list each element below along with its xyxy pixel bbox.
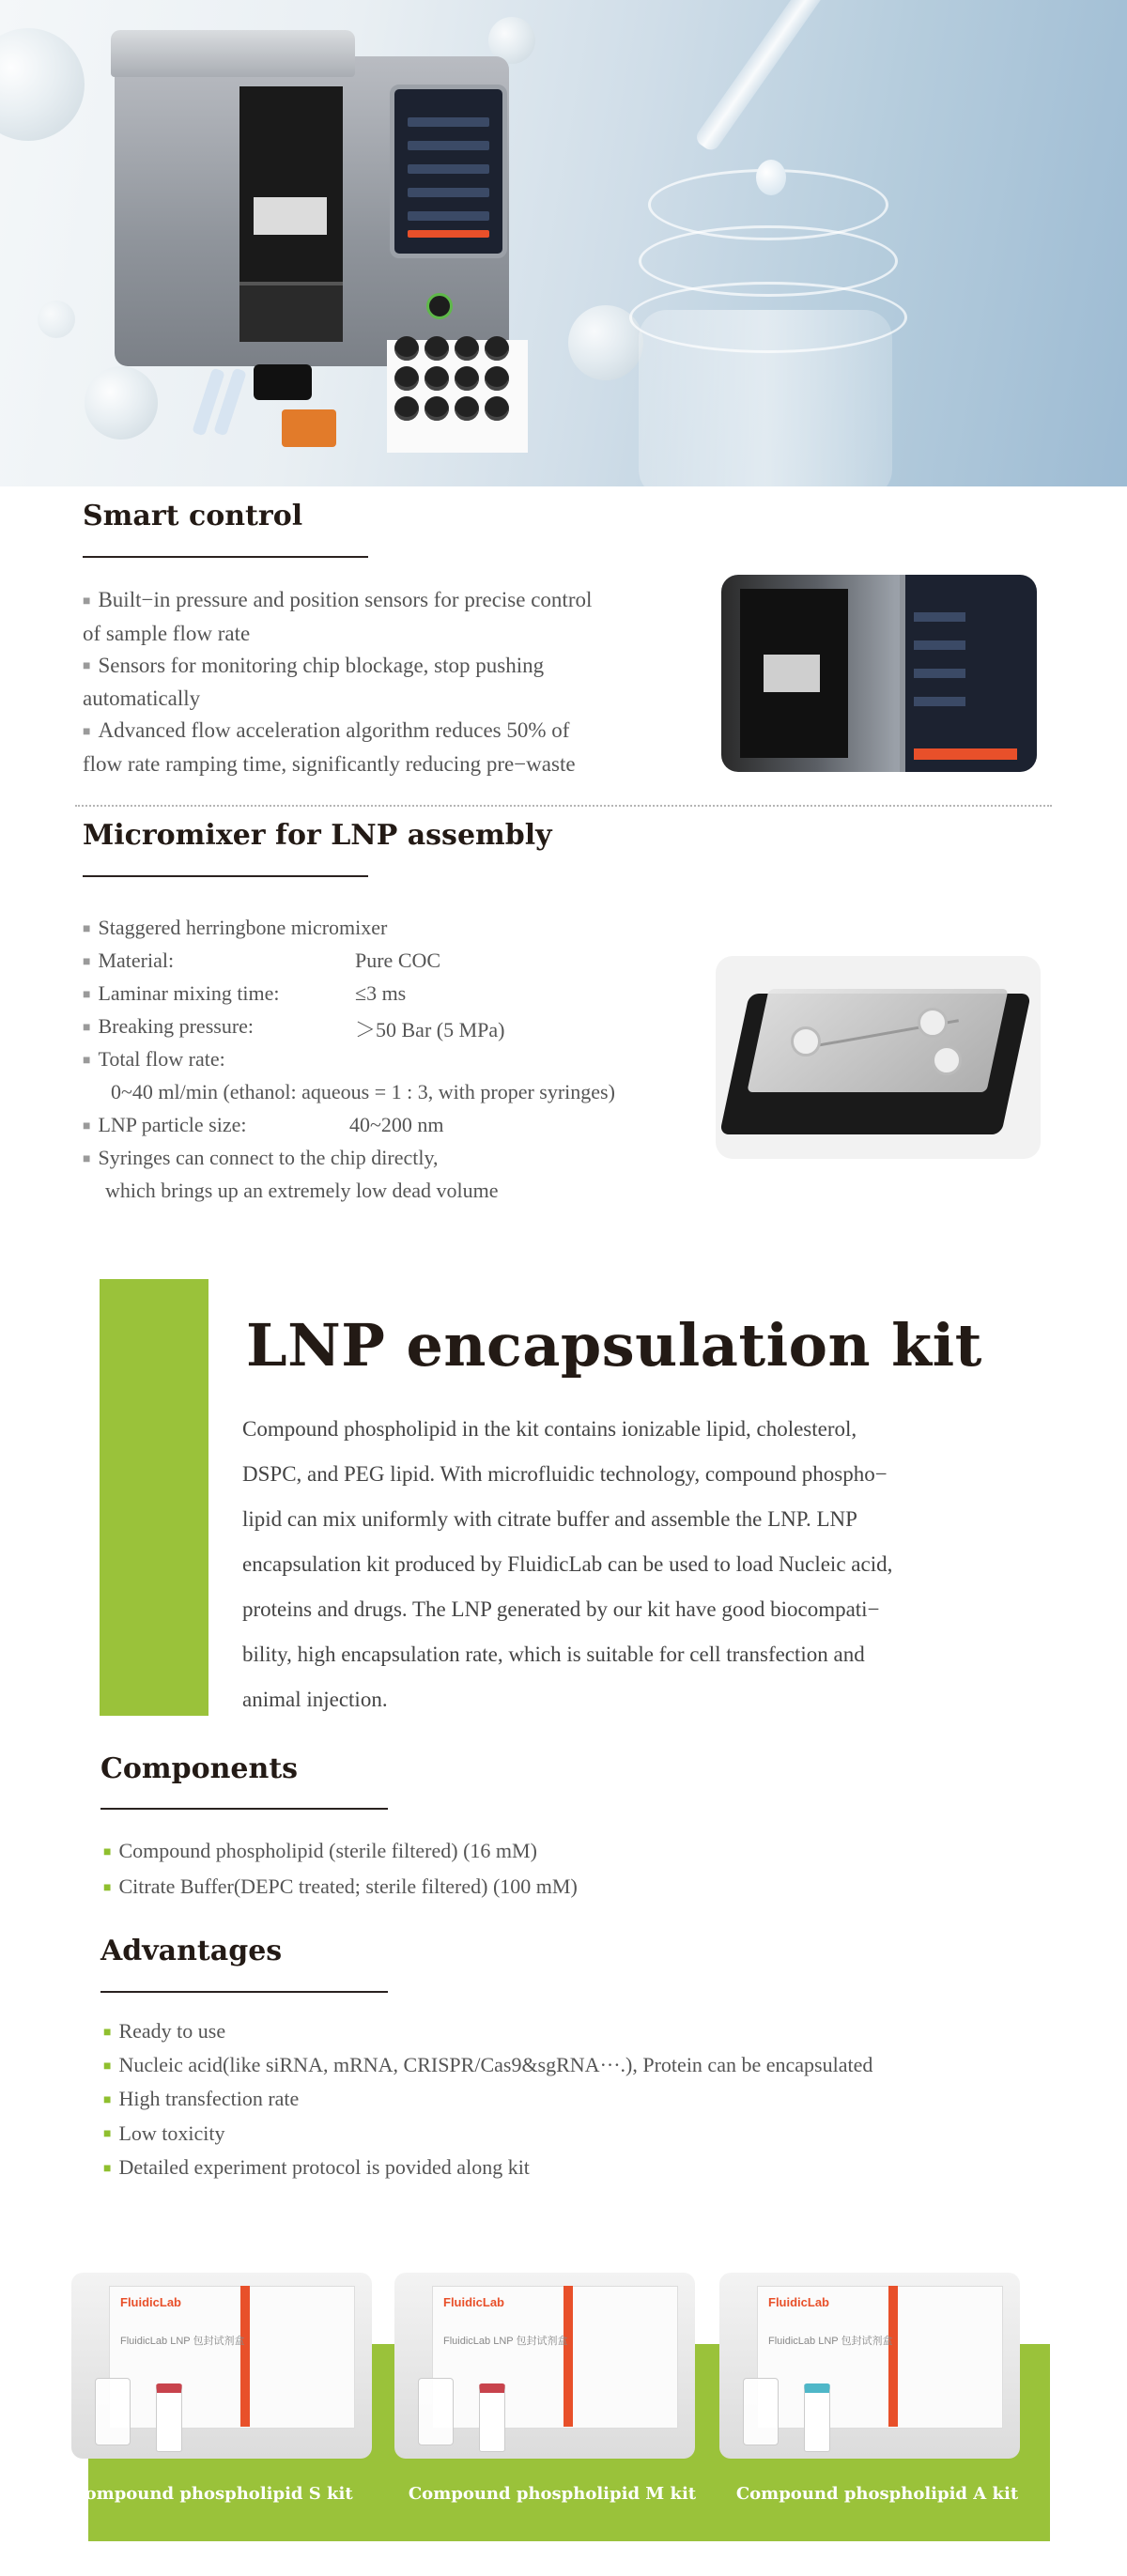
spec-row: ■ Laminar mixing time: ≤3 ms [83, 981, 407, 1005]
kit-line: proteins and drugs. The LNP generated by our kit have good biocompati− [242, 1597, 880, 1621]
bullet-icon: ■ [103, 2161, 112, 2176]
screen-button [914, 748, 1017, 760]
touch-screen [390, 85, 507, 258]
kit-description [242, 1407, 994, 1722]
kit-line: lipid can mix uniformly with citrate buffer and assemble the LNP. LNP [242, 1507, 857, 1531]
instrument-lid [111, 30, 355, 77]
title-underline [83, 556, 368, 558]
bullet-line: ■ Built−in pressure and position sensors for precise control [83, 588, 593, 611]
box-brand: FluidicLab [443, 2295, 504, 2309]
bullet-icon: ■ [103, 2093, 112, 2108]
list-item: ■ Citrate Buffer(DEPC treated; sterile filtered) (100 mM) [103, 1874, 578, 1898]
title-underline [100, 1991, 388, 1993]
screen-row [914, 697, 965, 706]
advantages-title: Advantages [100, 1935, 283, 1967]
spec-row: which brings up an extremely low dead volume [105, 1179, 499, 1202]
kit-title: LNP encapsulation kit [246, 1311, 982, 1380]
spec-row: ■ Breaking pressure: ＞50 Bar (5 MPa) [83, 1014, 505, 1041]
bottle-body [639, 310, 892, 486]
bullet-icon: ■ [83, 954, 91, 969]
syringe-cap [455, 396, 479, 421]
micromixer-chip-photo [716, 956, 1041, 1159]
spec-row: ■ Syringes can connect to the chip directly, [83, 1146, 439, 1169]
vial [743, 2378, 779, 2445]
kit-accent-bar [100, 1279, 208, 1716]
screen-row [408, 141, 489, 150]
bullet-icon: ■ [83, 921, 91, 936]
bullet-icon: ■ [83, 987, 91, 1002]
title-underline [83, 875, 368, 877]
kit-line: DSPC, and PEG lipid. With microfluidic technology, compound phospho− [242, 1462, 888, 1486]
kit-line: Compound phospholipid in the kit contains ionizable lipid, cholesterol, [242, 1417, 857, 1441]
micromixer-title: Micromixer for LNP assembly [83, 819, 552, 852]
syringe-holder [764, 655, 820, 692]
syringe-cap [485, 336, 509, 361]
spec-row: ■ Material: Pure COC [83, 949, 441, 972]
vial [479, 2383, 505, 2452]
chip-port [932, 1045, 962, 1075]
product-label-a: Compound phospholipid A kit [735, 2484, 1019, 2504]
smart-control-title: Smart control [83, 500, 303, 532]
product-label-s: Compound phospholipid S kit [71, 2484, 353, 2504]
screen-row [408, 164, 489, 174]
vial [804, 2383, 830, 2452]
smart-control-photo [721, 575, 1037, 772]
bullet-line: flow rate ramping time, significantly reducing pre−waste [83, 752, 576, 777]
spec-row: ■ Staggered herringbone micromixer [83, 916, 388, 939]
screen-row [914, 612, 965, 622]
box-stripe [564, 2286, 573, 2427]
screen-row [408, 117, 489, 127]
smart-control-text [83, 584, 684, 780]
bullet-icon: ■ [103, 1880, 112, 1895]
components-title: Components [100, 1752, 299, 1785]
bullet-line: of sample flow rate [83, 621, 251, 645]
orange-chip-card [282, 409, 336, 447]
product-card-s [71, 2273, 372, 2459]
vial [418, 2378, 454, 2445]
chip-cartridge [254, 364, 312, 400]
box-brand: FluidicLab [768, 2295, 829, 2309]
chip-port [918, 1008, 948, 1038]
box-stripe [888, 2286, 898, 2427]
bullet-icon: ■ [103, 1844, 112, 1859]
bullet-icon: ■ [83, 659, 91, 674]
syringe-cap [455, 336, 479, 361]
list-item: ■ High transfection rate [103, 2087, 300, 2111]
syringe-cap [485, 396, 509, 421]
syringe-cap [485, 366, 509, 391]
spec-row: ■ LNP particle size: 40~200 nm [83, 1113, 444, 1136]
title-underline [100, 1808, 388, 1810]
screen-row [914, 669, 965, 678]
syringe-cap [425, 396, 449, 421]
syringe-cap [425, 336, 449, 361]
list-item: ■ Low toxicity [103, 2121, 225, 2145]
chip [747, 989, 1008, 1092]
bullet-icon: ■ [83, 594, 91, 609]
pipette [693, 0, 837, 153]
vial [95, 2378, 131, 2445]
bullet-icon: ■ [83, 1151, 91, 1166]
bullet-icon: ■ [83, 1053, 91, 1068]
power-button-icon [426, 293, 453, 319]
screen-row [914, 640, 965, 650]
section-divider [75, 805, 1052, 807]
bullet-line: automatically [83, 686, 201, 711]
components-list [103, 1834, 949, 1905]
screen-button [408, 230, 489, 238]
liquid-drop [756, 160, 786, 195]
product-card-m [394, 2273, 695, 2459]
kit-line: bility, high encapsulation rate, which is suitable for cell transfection and [242, 1643, 865, 1666]
product-label-m: Compound phospholipid M kit [408, 2484, 697, 2504]
box-text: FluidicLab LNP 包封试剂盒 [120, 2336, 245, 2347]
bullet-line: ■ Sensors for monitoring chip blockage, stop pushing [83, 653, 545, 677]
advantages-list [103, 2015, 1042, 2185]
list-item: ■ Compound phospholipid (sterile filtered) (16 mM) [103, 1839, 537, 1862]
kit-line: animal injection. [242, 1688, 388, 1711]
chip-port [791, 1026, 821, 1057]
screen-row [408, 188, 489, 197]
list-item: ■ Detailed experiment protocol is povided along kit [103, 2154, 530, 2179]
bullet-icon: ■ [83, 1020, 91, 1035]
bullet-icon: ■ [103, 2025, 112, 2040]
bullet-icon: ■ [103, 2127, 112, 2142]
bullet-icon: ■ [83, 725, 91, 740]
syringe-cap [394, 366, 419, 391]
product-card-a [719, 2273, 1020, 2459]
hero-banner [0, 0, 1127, 486]
syringe-cap [425, 366, 449, 391]
box-stripe [240, 2286, 250, 2427]
box-text: FluidicLab LNP 包封试剂盒 [443, 2336, 568, 2347]
chip-tray [239, 282, 343, 342]
list-item: ■ Nucleic acid(like siRNA, mRNA, CRISPR/Cas9&sgRNA···.), Protein can be encapsulated [103, 2053, 873, 2077]
kit-line: encapsulation kit produced by FluidicLab can be used to load Nucleic acid, [242, 1552, 893, 1576]
list-item: ■ Ready to use [103, 2019, 226, 2043]
bullet-line: ■ Advanced flow acceleration algorithm reduces 50% of [83, 718, 570, 743]
syringe-holder [254, 197, 327, 235]
bokeh-sphere [0, 28, 85, 141]
screen-row [408, 211, 489, 221]
syringe-cap [394, 336, 419, 361]
bokeh-sphere [85, 366, 158, 440]
box-brand: FluidicLab [120, 2295, 181, 2309]
spec-row: ■ Total flow rate: [83, 1047, 225, 1071]
vial [156, 2383, 182, 2452]
syringe-cap [455, 366, 479, 391]
spec-row: 0~40 ml/min (ethanol: aqueous = 1 : 3, with proper syringes) [111, 1080, 615, 1103]
box-text: FluidicLab LNP 包封试剂盒 [768, 2336, 893, 2347]
bullet-icon: ■ [83, 1118, 91, 1134]
bullet-icon: ■ [103, 2059, 112, 2074]
syringe-cap [394, 396, 419, 421]
bokeh-sphere [38, 301, 75, 338]
